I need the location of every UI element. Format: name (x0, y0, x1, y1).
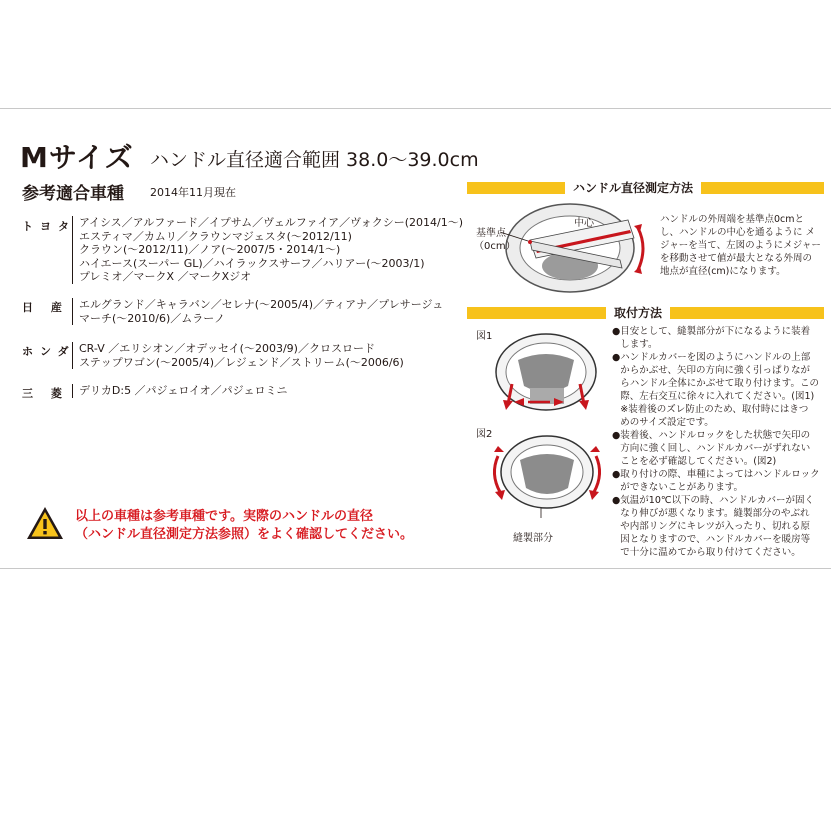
figure-2-label: 図2 (476, 429, 493, 440)
models-toyota (72, 216, 463, 284)
model-line: エルグランド／キャラバン／セレナ(〜2005/4)／ティアナ／プレサージュ (79, 298, 444, 311)
model-line: CR-V ／エリシオン／オデッセイ(〜2003/9)／クロスロード (79, 342, 375, 355)
maker-toyota: トヨタ (22, 220, 76, 233)
reference-heading: 参考適合車種 (22, 184, 124, 204)
instruction-line: します。 (620, 339, 658, 350)
instruction-item (612, 468, 822, 494)
base-point-label: 基準点 (476, 228, 506, 239)
bullet-icon: ● (612, 352, 621, 363)
instruction-line: めのサイズ設定です。 (620, 417, 714, 428)
maker-honda: ホンダ (22, 345, 76, 358)
instruction-item (612, 494, 822, 559)
model-line: アイシス／アルファード／イプサム／ヴェルファイア／ヴォクシー(2014/1〜) (79, 216, 463, 229)
size-title: Mサイズ (20, 141, 134, 174)
models-nissan (72, 298, 443, 325)
instruction-line: 目安として、縫製部分が下になるように装着 (620, 326, 811, 337)
warning-line: （ハンドル直径測定方法参照）をよく確認してください。 (75, 527, 414, 542)
model-line: ステップワゴン(〜2005/4)／レジェンド／ストリーム(〜2006/6) (79, 355, 404, 369)
instruction-line: なり伸びが悪くなります。縫製部分のやぶれ (620, 508, 810, 519)
bullet-icon: ● (612, 469, 621, 480)
model-line: クラウン(〜2012/11)／ノア(〜2007/5・2014/1〜) (79, 243, 341, 256)
instruction-line: 取り付けの際、車種によってはハンドルロック (620, 469, 820, 480)
warning-text (75, 508, 413, 544)
install-heading: 取付方法 (606, 306, 670, 320)
model-line: ハイエース(スーパー GL)／ハイラックスサーフ／ハリアー(〜2003/1) (79, 256, 425, 270)
instruction-line: 因となりますので、ハンドルカバーを暖房等 (620, 534, 811, 545)
instruction-line: で十分に温めてから取り付けてください。 (620, 547, 801, 558)
instruction-line: 気温が10℃以下の時、ハンドルカバーが固く (620, 495, 815, 506)
model-line: デリカD:5 ／パジェロイオ／パジェロミニ (79, 384, 288, 397)
measure-heading: ハンドル直径測定方法 (565, 181, 701, 195)
model-line: マーチ(〜2010/6)／ムラーノ (79, 311, 226, 325)
model-line: プレミオ／マークX ／マークXジオ (79, 270, 252, 283)
instruction-line: らハンドル全体にかぶせて取り付けます。この (620, 378, 820, 389)
instruction-item (612, 429, 822, 468)
instruction-line: や内部リングにキレツが入ったり、切れる原 (620, 521, 811, 532)
instruction-line: 方向に強く回し、ハンドルカバーがずれない (620, 443, 811, 454)
reference-date: 2014年11月現在 (150, 186, 236, 199)
instruction-item (612, 351, 822, 429)
bullet-icon: ● (612, 326, 621, 337)
instruction-line: 装着後、ハンドルロックをした状態で矢印の (620, 430, 811, 441)
seam-label: 縫製部分 (513, 533, 553, 544)
instruction-line: からかぶせ、矢印の方向に強く引っぱりなが (620, 365, 811, 376)
description-line: し、ハンドルの中心を通るように メ (660, 227, 816, 238)
panel-top-border (0, 108, 831, 109)
description-line: 地点が直径(cm)になります。 (660, 266, 786, 277)
panel-bottom-border (0, 568, 831, 569)
models-mitsubishi (72, 384, 287, 398)
instruction-line: ことを必ず確認してください。(図2) (620, 456, 777, 467)
center-label: 中心 (574, 218, 594, 229)
bullet-icon: ● (612, 430, 621, 441)
figure-1-label: 図1 (476, 331, 493, 342)
description-line: ジャーを当て、左図のようにメジャー (660, 240, 821, 251)
base-point-sub-label: （0cm） (474, 241, 516, 252)
maker-mitsubishi: 三 菱 (22, 387, 69, 400)
models-honda (72, 342, 404, 369)
figure-1-illustration (488, 328, 606, 418)
maker-nissan: 日 産 (22, 301, 69, 314)
install-instructions (612, 325, 822, 559)
diameter-range: ハンドル直径適合範囲 38.0〜39.0cm (150, 149, 479, 171)
model-line: エスティマ／カムリ／クラウンマジェスタ(〜2012/11) (79, 229, 352, 243)
measure-description (660, 213, 821, 278)
instruction-line: ができないことがあります。 (620, 482, 744, 493)
bullet-icon: ● (612, 495, 621, 506)
instruction-line: ハンドルカバーを図のようにハンドルの上部 (620, 352, 811, 363)
figure-2-illustration (486, 428, 608, 518)
description-line: を移動させて値が最大となる外周の (660, 253, 813, 264)
instruction-item (612, 325, 822, 351)
warning-line: 以上の車種は参考車種です。実際のハンドルの直径 (75, 509, 373, 524)
warning-icon (26, 506, 64, 540)
instruction-line: ※装着後のズレ防止のため、取付時にはきつ (620, 404, 809, 415)
instruction-line: 際、左右交互に徐々に入れてください。(図1) (620, 391, 815, 402)
description-line: ハンドルの外周端を基準点0cmと (660, 214, 805, 225)
